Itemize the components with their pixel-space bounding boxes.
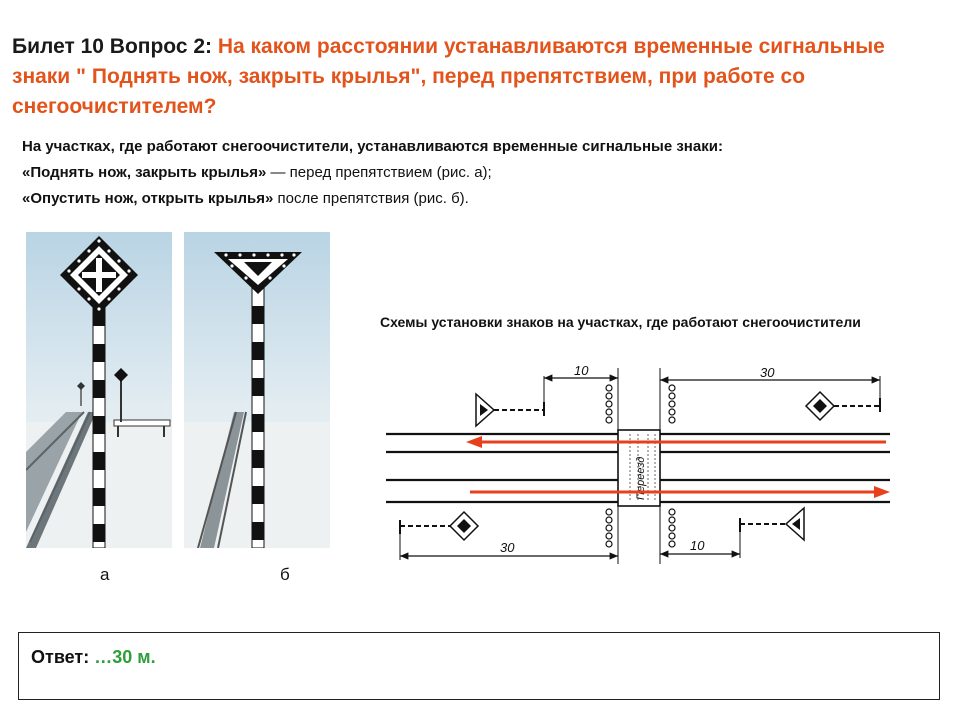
- answer-value: …30 м.: [89, 647, 156, 667]
- installation-scheme: [378, 354, 918, 574]
- direction-arrow-left: [466, 436, 886, 448]
- explanation-text: [22, 134, 942, 212]
- caption-b: б: [280, 565, 290, 584]
- answer-box: [18, 632, 940, 700]
- sign-raise-knife: «Поднять нож, закрыть крылья»: [22, 164, 267, 181]
- dim-bottom-left: 30: [500, 540, 515, 555]
- sign-lower-knife-desc: после препятствия (рис. б).: [273, 190, 469, 207]
- ticket-number: Билет 10 Вопрос 2:: [12, 35, 213, 58]
- explanation-line-3: [22, 186, 942, 212]
- answer: [31, 647, 156, 668]
- sign-raise-knife-desc: — перед препятствием (рис. а);: [266, 164, 492, 181]
- explanation-line-1: На участках, где работают снегоочистители, устанавливаются временные сигнальные знаки:: [22, 138, 723, 155]
- scheme-caption: Схемы установки знаков на участках, где работают снегоочистители: [380, 314, 861, 330]
- explanation-line-2: [22, 160, 942, 186]
- crossing-label: Переезд: [635, 456, 647, 500]
- lamps-bottom-right: [669, 509, 675, 547]
- dim-top-right: 30: [760, 365, 775, 380]
- scheme-diamond-sign-bottom-left: [400, 512, 478, 540]
- photo-sign-raise-knife: [26, 232, 172, 548]
- scheme-triangle-sign-top-left: [476, 394, 544, 426]
- lamps-top-right: [669, 385, 675, 423]
- scheme-triangle-sign-bottom-right: [740, 508, 804, 540]
- sign-lower-knife: «Опустить нож, открыть крылья»: [22, 190, 274, 207]
- photo-sign-lower-knife: [184, 232, 330, 548]
- question-text: На каком расстоянии устанавливаются временные сигнальные знаки " Поднять нож, закрыть крылья", перед препятствием, при работе со снегоочистителем?: [12, 35, 885, 118]
- lamps-top-left: [606, 385, 612, 423]
- scheme-diamond-sign-top-right: [806, 392, 880, 420]
- dim-top-left: 10: [574, 363, 589, 378]
- caption-a: а: [100, 565, 110, 584]
- dim-bottom-right: 10: [690, 538, 705, 553]
- question-title: [12, 32, 942, 122]
- lamps-bottom-left: [606, 509, 612, 547]
- direction-arrow-right: [470, 486, 890, 498]
- answer-label: Ответ:: [31, 647, 90, 667]
